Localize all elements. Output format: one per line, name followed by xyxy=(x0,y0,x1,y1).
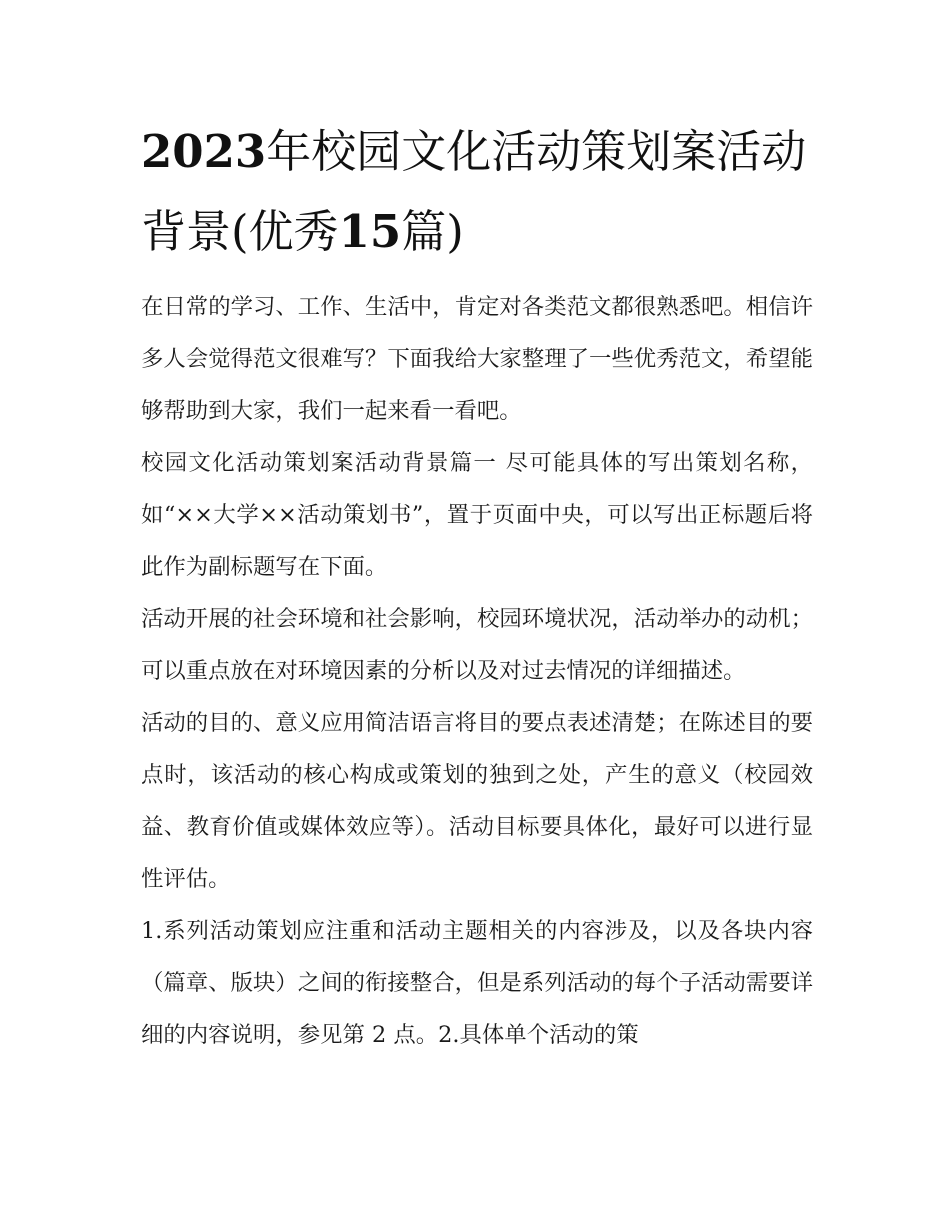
title-year: 2023 xyxy=(141,125,267,178)
title-count: 15 xyxy=(338,205,402,258)
content-paragraph: 1.系列活动策划应注重和活动主题相关的内容涉及，以及各块内容（篇章、版块）之间的衔接整合，但是系列活动的每个子活动需要详细的内容说明，参见第 2 点。2.具体单个活动的策 xyxy=(141,918,813,1048)
document-title xyxy=(141,112,813,272)
title-suffix: 篇) xyxy=(401,205,464,258)
section-one-paragraph: 校园文化活动策划案活动背景篇一 尽可能具体的写出策划名称，如“××大学××活动策划书”，置于页面中央，可以写出正标题后将此作为副标题写在下面。 xyxy=(141,450,813,580)
background-paragraph: 活动开展的社会环境和社会影响，校园环境状况，活动举办的动机；可以重点放在对环境因素的分析以及对过去情况的详细描述。 xyxy=(141,606,813,684)
document-body xyxy=(141,281,813,1061)
purpose-paragraph: 活动的目的、意义应用简洁语言将目的要点表述清楚；在陈述目的要点时，该活动的核心构成或策划的独到之处，产生的意义（校园效益、教育价值或媒体效应等）。活动目标要具体化，最好可以进行显性评估。 xyxy=(141,710,813,892)
intro-paragraph: 在日常的学习、工作、生活中，肯定对各类范文都很熟悉吧。相信许多人会觉得范文很难写？下面我给大家整理了一些优秀范文，希望能够帮助到大家，我们一起来看一看吧。 xyxy=(141,294,813,424)
document-content xyxy=(141,112,813,1061)
title-text: 年校园文化活动策划案活动背景(优秀 xyxy=(141,125,807,258)
